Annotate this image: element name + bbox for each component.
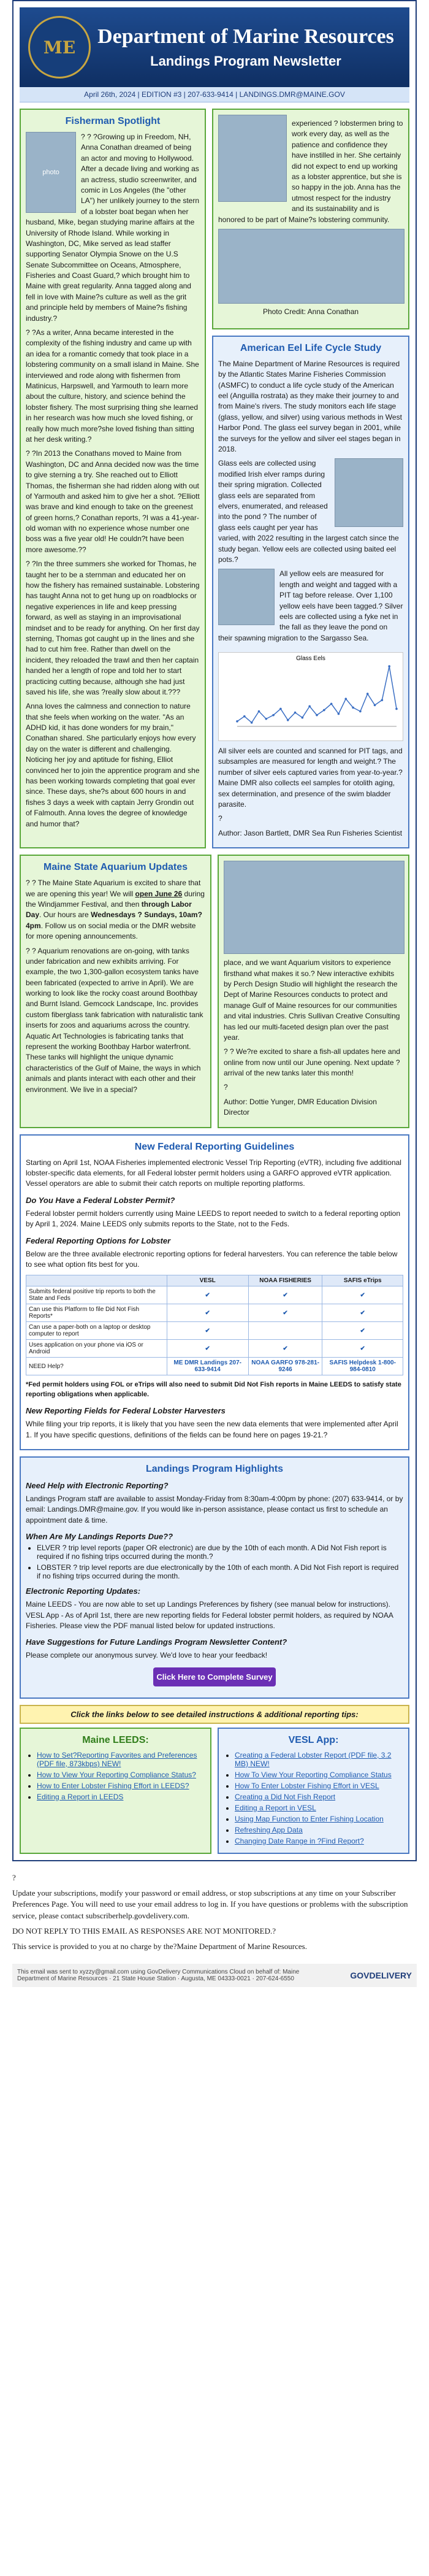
vesl-link[interactable]: Editing a Report in VESL — [235, 1803, 316, 1812]
reporting-p1: Starting on April 1st, NOAA Fisheries implemented electronic Vessel Trip Reporting (eVTR), including five additional lobster-specific data elements, for all Federal lobster permit holders using a GARFO approved eVTR application. Vessel operators are able to submit their catch reports on multiple reporting platforms. — [26, 1158, 401, 1188]
spotlight-title: Fisherman Spotlight — [65, 116, 161, 126]
vesl-link-item[interactable] — [235, 1793, 403, 1801]
table-cell: ✔ — [248, 1286, 322, 1304]
vesl-link[interactable]: Using Map Function to Enter Fishing Location — [235, 1814, 384, 1823]
footer-fine-text: This email was sent to xyzzy@gmail.com using GovDelivery Communications Cloud on behalf of: Maine Department of Marine Resources · 21 State House Station · Augusta, ME 04333-0021 · 207-624-6550 — [17, 1968, 300, 1982]
table-row — [26, 1286, 403, 1304]
fisherman-spotlight — [20, 109, 206, 848]
footer-p3[interactable]: This service is provided to you at no charge by the?Maine Department of Marine Resources. — [12, 1942, 307, 1951]
eel-ramp-photo — [335, 458, 403, 527]
table-cell: ✔ — [322, 1322, 403, 1340]
table-cell — [248, 1322, 322, 1340]
table-cell: ME DMR Landings 207-633-9414 — [167, 1358, 248, 1375]
issue-bar: April 26th, 2024 | EDITION #3 | 207-633-9414 | LANDINGS.DMR@MAINE.GOV — [20, 87, 409, 102]
vesl-link-list — [235, 1751, 403, 1845]
reporting-p3: Below are the three available electronic reporting options for federal harvesters. You can reference the table below to see what option fits best for you. — [26, 1249, 398, 1269]
survey-button[interactable]: Click Here to Complete Survey — [153, 1667, 276, 1686]
chart-point — [330, 703, 333, 706]
table-row — [26, 1340, 403, 1358]
vesl-links — [218, 1728, 409, 1854]
aquarium-continued — [218, 855, 409, 1128]
aquarium-updates — [20, 855, 211, 1128]
eel-p4: All silver eels are counted and scanned for PIT tags, and subsamples are measured for length and weight.? The number of silver eels captured varies from year-to-year.? Maine DMR also collects eel samples for otolith aging, sex determination, and presence of the swim bladder parasite. — [218, 747, 403, 809]
leeds-link-item[interactable] — [37, 1751, 205, 1768]
chart-title: Glass Eels — [296, 655, 325, 663]
leeds-link[interactable]: Editing a Report in LEEDS — [37, 1792, 124, 1801]
photo-label: photo — [42, 169, 59, 176]
leeds-link-item[interactable] — [37, 1771, 205, 1779]
chart-point — [265, 718, 267, 720]
right-column-1 — [212, 109, 409, 848]
table-header-noaa: NOAA FISHERIES — [248, 1275, 322, 1286]
federal-reporting — [20, 1134, 409, 1450]
newsletter — [12, 0, 417, 1987]
eel-p2: Glass eels are collected using modified Irish elver ramps during their spring migration. Collected glass eels are separated from elvers, enumerated, and released into the pond ? The number of glass eels caught per year has varied, with 2022 resulting in the largest catch since the study began. Yellow eels are collected using baited eel pots.? — [218, 459, 399, 564]
row-1 — [20, 109, 409, 848]
eel-study — [212, 336, 409, 848]
highlights-p4: Please complete our anonymous survey. We'd love to hear your feedback! — [26, 1651, 268, 1660]
chart-point — [236, 720, 238, 723]
table-cell: ✔ — [322, 1340, 403, 1358]
photo-caption: Photo Credit: Anna Conathan — [262, 307, 359, 316]
glass-eel-chart-svg — [219, 653, 403, 739]
leeds-link-item[interactable] — [37, 1782, 205, 1790]
leeds-link[interactable]: How to Enter Lobster Fishing Effort in LEEDS? — [37, 1781, 189, 1790]
chart-point — [294, 712, 297, 714]
table-header-vesl: VESL — [167, 1275, 248, 1286]
table-cell: ✔ — [167, 1340, 248, 1358]
chart-point — [374, 704, 376, 707]
govdelivery-logo: GOVDELIVERY — [350, 1970, 412, 1980]
aq-open-date: open June 26 — [135, 889, 183, 898]
table-row-label: Can use a paper-both on a laptop or desktop computer to report — [26, 1322, 167, 1340]
chart-point — [308, 706, 311, 708]
highlights-q1: Need Help with Electronic Reporting? — [26, 1481, 169, 1491]
masthead-subtitle: Landings Program Newsletter — [150, 53, 341, 69]
seal-text: ME — [43, 37, 76, 58]
chart-point — [243, 715, 246, 718]
vesl-link[interactable]: Creating a Did Not Fish Report — [235, 1792, 336, 1801]
aquarium-author: Author: Dottie Yunger, DMR Education Division Director — [224, 1097, 377, 1117]
glass-eel-chart — [218, 652, 403, 741]
due-elver: • ELVER ? trip level reports (paper OR electronic) are due by the 10th of each month. A Did Not Fish report is required if no fishing trips occurred during the month.? — [37, 1544, 403, 1561]
dmr-seal-icon — [28, 16, 91, 79]
chart-point — [279, 708, 282, 710]
aq-p1-post: . Our hours are — [39, 910, 91, 920]
table-header-safis: SAFIS eTrips — [322, 1275, 403, 1286]
aq-p1-pre: ? ? The Maine State Aquarium is excited to share that we are opening this year! We will — [26, 879, 201, 898]
aq-through: through Labor Day — [26, 899, 192, 920]
due-dates-list — [37, 1544, 403, 1580]
eel-measure-photo — [218, 569, 275, 625]
table-header-blank — [26, 1275, 167, 1286]
vesl-link-item[interactable] — [235, 1826, 403, 1834]
leeds-link[interactable]: How to View Your Reporting Compliance Status? — [37, 1770, 196, 1779]
chart-point — [388, 665, 390, 667]
spotlight-p5: Anna loves the calmness and connection to nature that she feels when working on the water. "As an ADHD kid, it has done wonders for my brain," Conathan shared. She particularly enjoys how every day on the water is different and challenging. Noticing her joy and aptitude for fishing, Elliot convinced her to join the apprentice program and she has been working towards completing that goal ever since. These days, she?s about 600 hours in and fishes 3 days a week with captain Jerry Grondin out of Falmouth. Anna loves the degree of knowledge and humor that? — [26, 702, 200, 828]
vesl-link[interactable]: How To Enter Lobster Fishing Effort in VESL — [235, 1781, 379, 1790]
spotlight-p1: ? ? ?Growing up in Freedom, NH, Anna Conathan dreamed of being an actor and moving to Hollywood. After a decade living and working as an actress, studio screenwriter, and comic in Los Angeles (the "other LA") her unlikely journey to the stern of a lobster boat began when her husband, Mike, began studying marine affairs at the University of Rhode Island. While working in Washington, DC, Mike served as lead staffer supporting Senator Olympia Snowe on the U.S Senate Subcommittee on Oceans, Atmosphere, Fisheries and Coast Guard,? which brought him to Maine with great regularity. Anna tagged along and fell in love with Maine?s culture as well as the grit and principle held by members of Maine?s fishing industry.? — [26, 133, 200, 323]
aq-p1-mid: during the Windjammer Festival, and then — [26, 889, 205, 909]
vesl-title: VESL App: — [288, 1734, 339, 1745]
reporting-q1: Do You Have a Federal Lobster Permit? — [26, 1195, 175, 1205]
chart-point — [344, 698, 347, 700]
vesl-link[interactable]: Creating a Federal Lobster Report (PDF file, 3.2 MB) NEW! — [235, 1750, 392, 1768]
table-header-row — [26, 1275, 403, 1286]
table-cell: ✔ — [322, 1286, 403, 1304]
chart-point — [338, 713, 340, 715]
lobster-photo — [218, 229, 404, 304]
spotlight-p4: ? ?In the three summers she worked for Thomas, he taught her to be a sternman and educated her on how the fishery has remained sustainable. Lobstering has taught Anna not to get hung up on roadblocks or negative experiences in life and keep pressing forward, as well as staying in an improvisational mindset and to be ready for anything. On her first day sterning, Thomas got caught up in the lines and she had to cut him free. Rather than dwell on the incident, they reloaded the trawl and then her captain handed her a length of rope and told her to start practicing cutting because, although she had just saved his life, she was ?really slow about it.??? — [26, 559, 200, 696]
footer-p1[interactable]: Update your subscriptions, modify your password or email address, or stop subscriptions at any time on your Subscriber Preferences Page. You will need to use your email address to log in. If you have questions or problems with the subscription service, please contact subscriberhelp.govdelivery.com. — [12, 1888, 408, 1921]
vesl-link-item[interactable] — [235, 1782, 403, 1790]
vesl-link-item[interactable] — [235, 1771, 403, 1779]
table-row-label: Uses application on your phone via iOS or Android — [26, 1340, 167, 1358]
spotlight-photo-right — [218, 115, 287, 202]
highlights-title: Landings Program Highlights — [145, 1464, 283, 1475]
footer-p2: DO NOT REPLY TO THIS EMAIL AS RESPONSES ARE NOT MONITORED.? — [12, 1926, 276, 1936]
reporting-p4[interactable]: While filing your trip reports, it is likely that you have seen the new data elements that were implemented after April 1. If you have specific questions, definitions of the fields can be found here on pages 19-21.? — [26, 1420, 398, 1439]
table-cell: ✔ — [167, 1304, 248, 1322]
highlights-q2: When Are My Landings Reports Due?? — [26, 1532, 173, 1542]
chart-point — [287, 719, 289, 721]
table-row-label: Can use this Platform to file Did Not Fish Reports* — [26, 1304, 167, 1322]
table-cell: ✔ — [248, 1340, 322, 1358]
aq-p1-end: . Follow us on social media or the DMR website for more opening announcements. — [26, 921, 196, 941]
eel-author: Author: Jason Bartlett, DMR Sea Run Fisheries Scientist — [218, 828, 403, 837]
footer-q: ? — [12, 1872, 16, 1882]
table-cell: ✔ — [167, 1286, 248, 1304]
highlights-p1: Landings Program staff are available to assist Monday-Friday from 8:30am-4:00pm by phone: (207) 633-9414, or by email: Landings.DMR@maine.gov. If you would like in-person assistance, please contact us first to schedule an appointment date & time. — [26, 1494, 403, 1524]
chart-point — [366, 693, 369, 695]
highlights-q3: Electronic Reporting Updates: — [26, 1586, 141, 1596]
masthead — [20, 7, 409, 87]
aq-hours: Wednesdays ? Sundays, 10am?4pm — [26, 910, 202, 930]
reporting-options-table — [26, 1275, 403, 1375]
masthead-text — [91, 25, 401, 69]
spotlight-continued — [212, 109, 409, 329]
spotlight-p2: ? ?As a writer, Anna became interested in the complexity of the fishing industry and came up with an idea for a romantic comedy that took place in a lobstering community on a small island in Maine. She interviewed and rode along with fishermen from Matinicus, Harpswell, and Yarmouth to learn more about the culture, history, and science behind the lobster fishery. The most surprising thing she learned in her research was how much she loved fishing, or really how much more?she loved fishing than sitting at her desk writing.? — [26, 328, 199, 444]
aquarium-photo — [224, 861, 404, 954]
table-cell: NOAA GARFO 978-281-9246 — [248, 1358, 322, 1375]
leeds-link-item[interactable] — [37, 1793, 205, 1801]
vesl-link-item[interactable] — [235, 1804, 403, 1812]
newsletter-frame — [12, 0, 417, 1861]
aquarium-p1 — [26, 878, 205, 942]
table-cell: ✔ — [322, 1304, 403, 1322]
reporting-q2: Federal Reporting Options for Lobster — [26, 1236, 171, 1245]
chart-point — [258, 710, 260, 713]
chart-point — [316, 714, 318, 717]
table-cell: SAFIS Helpdesk 1-800-984-0810 — [322, 1358, 403, 1375]
row-2 — [20, 855, 409, 1128]
leeds-title: Maine LEEDS: — [82, 1734, 149, 1745]
due-lobster: • LOBSTER ? trip level reports are due electronically by the 10th of each month. A Did Not Fish report is required if no fishing trips occurred during the month. — [37, 1563, 403, 1580]
table-row-label: Submits federal positive trip reports to both the State and Feds — [26, 1286, 167, 1304]
aquarium-p5: ? — [224, 1083, 228, 1092]
highlights-q4: Have Suggestions for Future Landings Program Newsletter Content? — [26, 1637, 287, 1647]
chart-point — [359, 710, 362, 713]
eel-p5: ? — [218, 814, 222, 823]
table-row — [26, 1304, 403, 1322]
eel-title: American Eel Life Cycle Study — [240, 342, 382, 353]
spotlight-p3: ? ?In 2013 the Conathans moved to Maine from Washington, DC and Anna decided now was the time to give sterning a try. She reached out to Elliott Thomas, the fisherman she had ridden along with out of Yarmouth and asked him to give her a shot. ?Elliott was brave and kind enough to take on the greenest of green horns,? Conathan reports, ?I was a 41-year-old woman with no experience whose number one boss was a five year old! He couldn?t have been more awesome.?? — [26, 449, 200, 554]
reporting-q3: New Reporting Fields for Federal Lobster Harvesters — [26, 1406, 226, 1416]
spotlight-photo-left — [26, 132, 76, 213]
links-header: Click the links below to see detailed instructions & additional reporting tips: — [20, 1705, 409, 1724]
leeds-links — [20, 1728, 211, 1854]
table-cell: ✔ — [248, 1304, 322, 1322]
vesl-link[interactable]: How To View Your Reporting Compliance Status — [235, 1770, 392, 1779]
table-row-label: NEED Help? — [26, 1358, 167, 1375]
masthead-title: Department of Marine Resources — [97, 25, 394, 48]
landings-highlights — [20, 1456, 409, 1699]
vesl-link-item[interactable] — [235, 1837, 403, 1845]
chart-point — [323, 709, 325, 712]
highlights-p3: Maine LEEDS - You are now able to set up Landings Preferences by fishery (see manual below for instructions). VESL App - As of April 1st, there are new reporting fields for Federal lobster permit holders, as required by NOAA Fisheries. Please view the PDF manual listed below for updated instructions. — [26, 1600, 393, 1630]
chart-point — [381, 699, 384, 701]
leeds-link-list — [37, 1751, 205, 1801]
leeds-link[interactable]: How to Set?Reporting Favorites and Preferences (PDF file, 873kbps) NEW! — [37, 1750, 197, 1768]
chart-point — [352, 707, 354, 709]
footer-fine — [12, 1964, 417, 1987]
eel-p1: The Maine Department of Marine Resources is required by the Atlantic States Marine Fisheries Commission (ASMFC) to conduct a life cycle study of the American eel (Anguilla rostrata) as they make their journey to and from Maine's rivers. The study monitors each life stage (glass, yellow, and silver) using various methods in West Harbor Pond. The glass eel survey began in 2001, while the surveys for the yellow and silver eel stages began in 2018. — [218, 359, 402, 454]
chart-point — [302, 717, 304, 719]
aquarium-title: Maine State Aquarium Updates — [43, 862, 188, 873]
reporting-title: New Federal Reporting Guidelines — [134, 1141, 295, 1152]
chart-point — [272, 714, 275, 717]
table-cell: ✔ — [167, 1322, 248, 1340]
vesl-link[interactable]: Refreshing App Data — [235, 1825, 303, 1834]
vesl-link-item[interactable] — [235, 1815, 403, 1823]
reporting-p2: Federal lobster permit holders currently using Maine LEEDS to report needed to switch to a federal reporting option by April 1, 2024. Maine LEEDS only submits reports to the State, not to the Feds. — [26, 1209, 400, 1229]
spotlight-right-text: experienced ? lobstermen bring to work every day, as well as the patience and confidence they have instilled in her. She certainly did not expect to end up working as a lobster apprentice, but she is so happy in the job. Anna has the utmost respect for the industry and its sustainability and is honored to be part of Maine?s lobstering community. — [218, 119, 403, 224]
table-row — [26, 1322, 403, 1340]
links-row — [20, 1728, 409, 1854]
aquarium-p3: place, and we want Aquarium visitors to experience firsthand what makes it so.? New interactive exhibits by Perch Design Studio will highlight the research the Dept of Marine Resources conducts to protect and manage Gulf of Maine resources for our communities and vital industries. Chris Sullivan Creative Consulting has led our multi-faceted design plan over the past year. — [224, 958, 400, 1042]
table-row — [26, 1358, 403, 1375]
reporting-table-body — [26, 1286, 403, 1375]
aquarium-p4: ? ? We?re excited to share a fish-all updates here and online from now until our June opening. Next update ? arrival of the new tanks later this month! — [224, 1047, 400, 1078]
vesl-link[interactable]: Changing Date Range in ?Find Report? — [235, 1836, 364, 1845]
footer — [12, 1861, 417, 1964]
eel-p3: All yellow eels are measured for length and weight and tagged with a PIT tag before release. Over 1,100 yellow eels have been tagged.? Silver eels are collected using a fyke net in the fall as they leave the pond on their spawning migration to the Sargasso Sea. — [218, 569, 403, 642]
vesl-link-item[interactable] — [235, 1751, 403, 1768]
reporting-footnote: *Fed permit holders using FOL or eTrips will also need to submit Did Not Fish reports in Maine LEEDS to satisfy state reporting obligations when applicable. — [26, 1381, 401, 1399]
chart-point — [395, 708, 398, 710]
chart-point — [251, 721, 253, 724]
aquarium-p2: ? ? Aquarium renovations are on-going, with tanks under fabrication and new exhibits arriving. For example, the two 1,300-gallon ecosystem tanks have been fabricated (expected to arrive in April). We are working to look like the rocky coast around Boothbay and Burnt Island. Gemcock Landscape, Inc. provides custom fiberglass tank fabrication with naturalistic tank inserts for zoos and aquariums across the country. Aquatic Art Technologies is fabricating tanks that represent the working Boothbay Harbor waterfront. These tanks will highlight the unique dynamic characteristics of the Gulf of Maine, the ways in which animals and plants interact with each other and their environment. We live in a special? — [26, 946, 203, 1094]
